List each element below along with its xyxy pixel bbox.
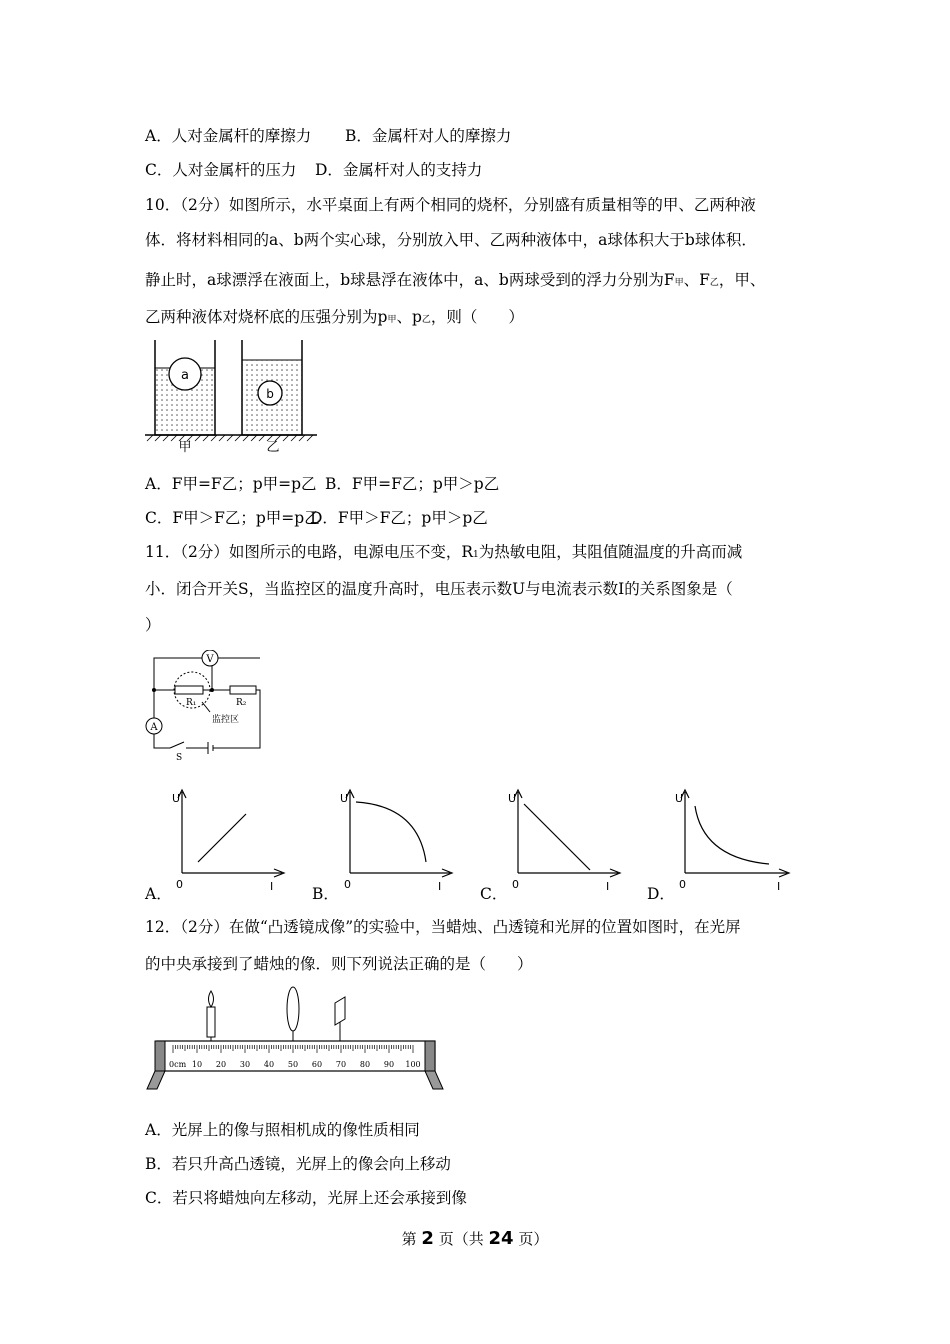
page-footer: 第 2 页（共 24 页）: [401, 1228, 549, 1249]
r1-label: R₁: [186, 698, 197, 708]
light-screen: [335, 997, 345, 1025]
ruler-label: 100: [405, 1060, 421, 1069]
ruler-label: 0cm: [169, 1060, 187, 1069]
q12-stem-line2: 的中央承接到了蜡烛的像．则下列说法正确的是（ ）: [145, 955, 533, 973]
q12-option-c: C．若只将蜡烛向左移动，光屏上还会承接到像: [145, 1189, 467, 1207]
graph-b: [338, 788, 458, 893]
svg-text:U: U: [172, 792, 181, 805]
svg-text:I: I: [777, 880, 781, 893]
svg-text:0: 0: [679, 878, 686, 891]
ball-a-label: a: [181, 368, 189, 383]
q9-option-d: D．金属杆对人的支持力: [315, 161, 483, 179]
q9-option-a: A．人对金属杆的摩擦力: [145, 127, 312, 145]
q10-stem-line4: 乙两种液体对烧杯底的压强分别为p甲、p乙，则（ ）: [145, 308, 524, 326]
ruler-label: 50: [287, 1060, 299, 1069]
ruler-label: 10: [191, 1060, 203, 1069]
ruler-label: 20: [215, 1060, 227, 1069]
svg-text:U: U: [508, 792, 517, 805]
monitor-zone-label: 监控区: [212, 715, 240, 725]
r2-label: R₂: [236, 698, 247, 708]
q10-stem-line1: 10．（2分）如图所示，水平桌面上有两个相同的烧杯，分别盛有质量相等的甲、乙两种液: [145, 196, 756, 214]
svg-text:0: 0: [512, 878, 519, 891]
switch-label: S: [176, 753, 183, 762]
optical-bench: [145, 985, 445, 1090]
q11-option-c: C．: [480, 885, 508, 903]
circuit-diagram: [142, 650, 267, 762]
svg-text:0: 0: [344, 878, 351, 891]
ruler-label: 90: [383, 1060, 395, 1069]
beaker-yi-label: 乙: [266, 440, 280, 453]
ruler-label: 80: [359, 1060, 371, 1069]
q10-option-b: B．F甲=F乙；p甲＞p乙: [325, 475, 500, 493]
ruler-label: 60: [311, 1060, 323, 1069]
q11-option-d: D．: [647, 885, 675, 903]
beaker-jia-label: 甲: [178, 440, 192, 453]
graph-a: [170, 788, 290, 893]
q11-stem-line3: ）: [145, 616, 161, 634]
candle-flame: [209, 991, 214, 1007]
q11-option-b: B．: [312, 885, 339, 903]
q9-option-b: B．金属杆对人的摩擦力: [345, 127, 512, 145]
svg-text:U: U: [340, 792, 349, 805]
q11-option-a: A．: [145, 885, 172, 903]
q11-stem-line1: 11．（2分）如图所示的电路，电源电压不变，R1为热敏电阻，其阻值随温度的升高而减: [145, 543, 743, 561]
q10-stem-line3: 静止时，a球漂浮在液面上，b球悬浮在液体中，a、b两球受到的浮力分别为F甲、F乙，甲、: [145, 271, 766, 289]
graph-d: [673, 788, 798, 893]
q12-option-a: A．光屏上的像与照相机成的像性质相同: [145, 1121, 420, 1139]
q12-option-b: B．若只升高凸透镜，光屏上的像会向上移动: [145, 1155, 451, 1173]
svg-text:I: I: [606, 880, 610, 893]
svg-text:U: U: [675, 792, 684, 805]
q11-stem-line2: 小．闭合开关S，当监控区的温度升高时，电压表示数U与电流表示数I的关系图象是（: [145, 580, 733, 598]
ball-b-label: b: [266, 387, 274, 401]
convex-lens: [287, 987, 299, 1031]
svg-text:V: V: [206, 654, 214, 665]
q9-option-c: C．人对金属杆的压力: [145, 161, 297, 179]
q10-option-a: A．F甲=F乙；p甲=p乙: [145, 475, 317, 493]
q10-option-c: C．F甲＞F乙；p甲=p乙: [145, 509, 320, 527]
svg-text:I: I: [438, 880, 442, 893]
q10-stem-line2: 体．将材料相同的a、b两个实心球，分别放入甲、乙两种液体中，a球体积大于b球体积．: [145, 231, 757, 249]
graph-c: [506, 788, 626, 893]
svg-text:I: I: [270, 880, 274, 893]
ruler-label: 70: [335, 1060, 347, 1069]
ruler-label: 40: [263, 1060, 275, 1069]
ruler-label: 30: [239, 1060, 251, 1069]
svg-text:0: 0: [176, 878, 183, 891]
beakers-figure: [145, 338, 320, 453]
q10-option-d: D．F甲＞F乙；p甲＞p乙: [310, 509, 488, 527]
candle: [207, 1007, 215, 1037]
q12-stem-line1: 12．（2分）在做“凸透镜成像”的实验中，当蜡烛、凸透镜和光屏的位置如图时，在光屏: [145, 918, 741, 936]
svg-text:A: A: [150, 722, 158, 733]
